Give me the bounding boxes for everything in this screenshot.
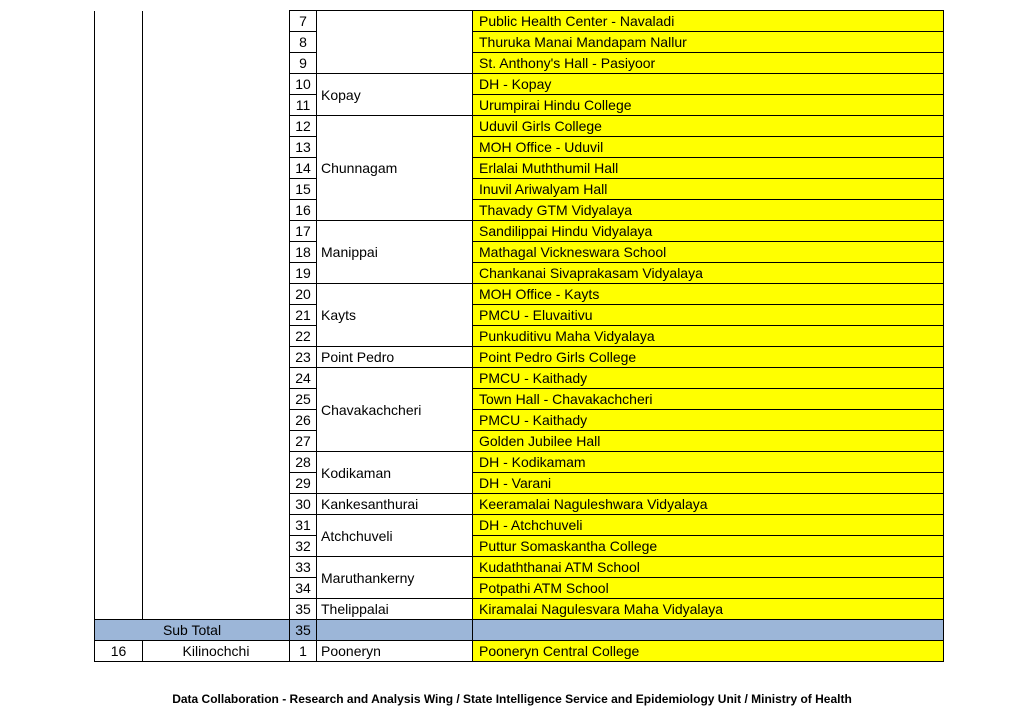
moh-area: Thelippalai (317, 599, 473, 620)
centers-table (94, 10, 944, 662)
moh-area: Kopay (317, 74, 473, 116)
row-number: 34 (290, 578, 317, 599)
venue-name: Inuvil Ariwalyam Hall (473, 179, 944, 200)
row-number: 20 (290, 284, 317, 305)
subtotal-row (95, 620, 944, 641)
row-number: 15 (290, 179, 317, 200)
venue-name: Punkuditivu Maha Vidyalaya (473, 326, 944, 347)
venue-name: DH - Atchchuveli (473, 515, 944, 536)
venue-name: St. Anthony's Hall - Pasiyoor (473, 53, 944, 74)
moh-area: Manippai (317, 221, 473, 284)
row-number: 25 (290, 389, 317, 410)
venue-name: MOH Office - Uduvil (473, 137, 944, 158)
venue-name: PMCU - Kaithady (473, 368, 944, 389)
row-number: 22 (290, 326, 317, 347)
row-number: 26 (290, 410, 317, 431)
subtotal-label: Sub Total (95, 620, 290, 641)
venue-name: Chankanai Sivaprakasam Vidyalaya (473, 263, 944, 284)
district-row (95, 641, 944, 662)
footer-credit: Data Collaboration - Research and Analysis Wing / State Intelligence Service and Epidemiology Unit / Ministry of Health (172, 692, 852, 706)
row-number: 13 (290, 137, 317, 158)
venue-name: Thavady GTM Vidyalaya (473, 200, 944, 221)
venue-name: Kiramalai Nagulesvara Maha Vidyalaya (473, 599, 944, 620)
moh-area (317, 11, 473, 74)
moh-area: Kankesanthurai (317, 494, 473, 515)
venue-name: Pooneryn Central College (473, 641, 944, 662)
row-number: 10 (290, 74, 317, 95)
moh-area: Pooneryn (317, 641, 473, 662)
moh-area: Kayts (317, 284, 473, 347)
venue-name: Point Pedro Girls College (473, 347, 944, 368)
venue-name: DH - Kopay (473, 74, 944, 95)
row-number: 12 (290, 116, 317, 137)
row-number: 14 (290, 158, 317, 179)
row-number: 31 (290, 515, 317, 536)
row-number: 27 (290, 431, 317, 452)
row-number: 18 (290, 242, 317, 263)
venue-name: Sandilippai Hindu Vidyalaya (473, 221, 944, 242)
row-number: 17 (290, 221, 317, 242)
venue-name: DH - Kodikamam (473, 452, 944, 473)
venue-name: Puttur Somaskantha College (473, 536, 944, 557)
subtotal-empty (473, 620, 944, 641)
row-number: 8 (290, 32, 317, 53)
venue-name: MOH Office - Kayts (473, 284, 944, 305)
venue-name: Town Hall - Chavakachcheri (473, 389, 944, 410)
venue-name: Keeramalai Naguleshwara Vidyalaya (473, 494, 944, 515)
moh-area: Kodikaman (317, 452, 473, 494)
moh-area: Chunnagam (317, 116, 473, 221)
row-number: 21 (290, 305, 317, 326)
moh-area: Chavakachcheri (317, 368, 473, 452)
moh-area: Point Pedro (317, 347, 473, 368)
venue-name: Uduvil Girls College (473, 116, 944, 137)
row-number: 33 (290, 557, 317, 578)
venue-name: PMCU - Kaithady (473, 410, 944, 431)
venue-name: PMCU - Eluvaitivu (473, 305, 944, 326)
venue-name: DH - Varani (473, 473, 944, 494)
subtotal-empty (317, 620, 473, 641)
row-number: 23 (290, 347, 317, 368)
district-name-cell (143, 11, 290, 620)
row-number: 30 (290, 494, 317, 515)
district-no-cell (95, 11, 143, 620)
venue-name: Golden Jubilee Hall (473, 431, 944, 452)
venue-name: Kudaththanai ATM School (473, 557, 944, 578)
venue-name: Erlalai Muththumil Hall (473, 158, 944, 179)
moh-area: Maruthankerny (317, 557, 473, 599)
district-name: Kilinochchi (143, 641, 290, 662)
row-number: 1 (290, 641, 317, 662)
venue-name: Mathagal Vickneswara School (473, 242, 944, 263)
venue-name: Urumpirai Hindu College (473, 95, 944, 116)
row-number: 19 (290, 263, 317, 284)
venue-name: Potpathi ATM School (473, 578, 944, 599)
row-number: 28 (290, 452, 317, 473)
subtotal-value: 35 (290, 620, 317, 641)
district-no: 16 (95, 641, 143, 662)
row-number: 11 (290, 95, 317, 116)
row-number: 32 (290, 536, 317, 557)
moh-area: Atchchuveli (317, 515, 473, 557)
row-number: 24 (290, 368, 317, 389)
venue-name: Thuruka Manai Mandapam Nallur (473, 32, 944, 53)
table-row (95, 11, 944, 32)
row-number: 16 (290, 200, 317, 221)
row-number: 35 (290, 599, 317, 620)
row-number: 9 (290, 53, 317, 74)
row-number: 7 (290, 11, 317, 32)
row-number: 29 (290, 473, 317, 494)
venue-name: Public Health Center - Navaladi (473, 11, 944, 32)
